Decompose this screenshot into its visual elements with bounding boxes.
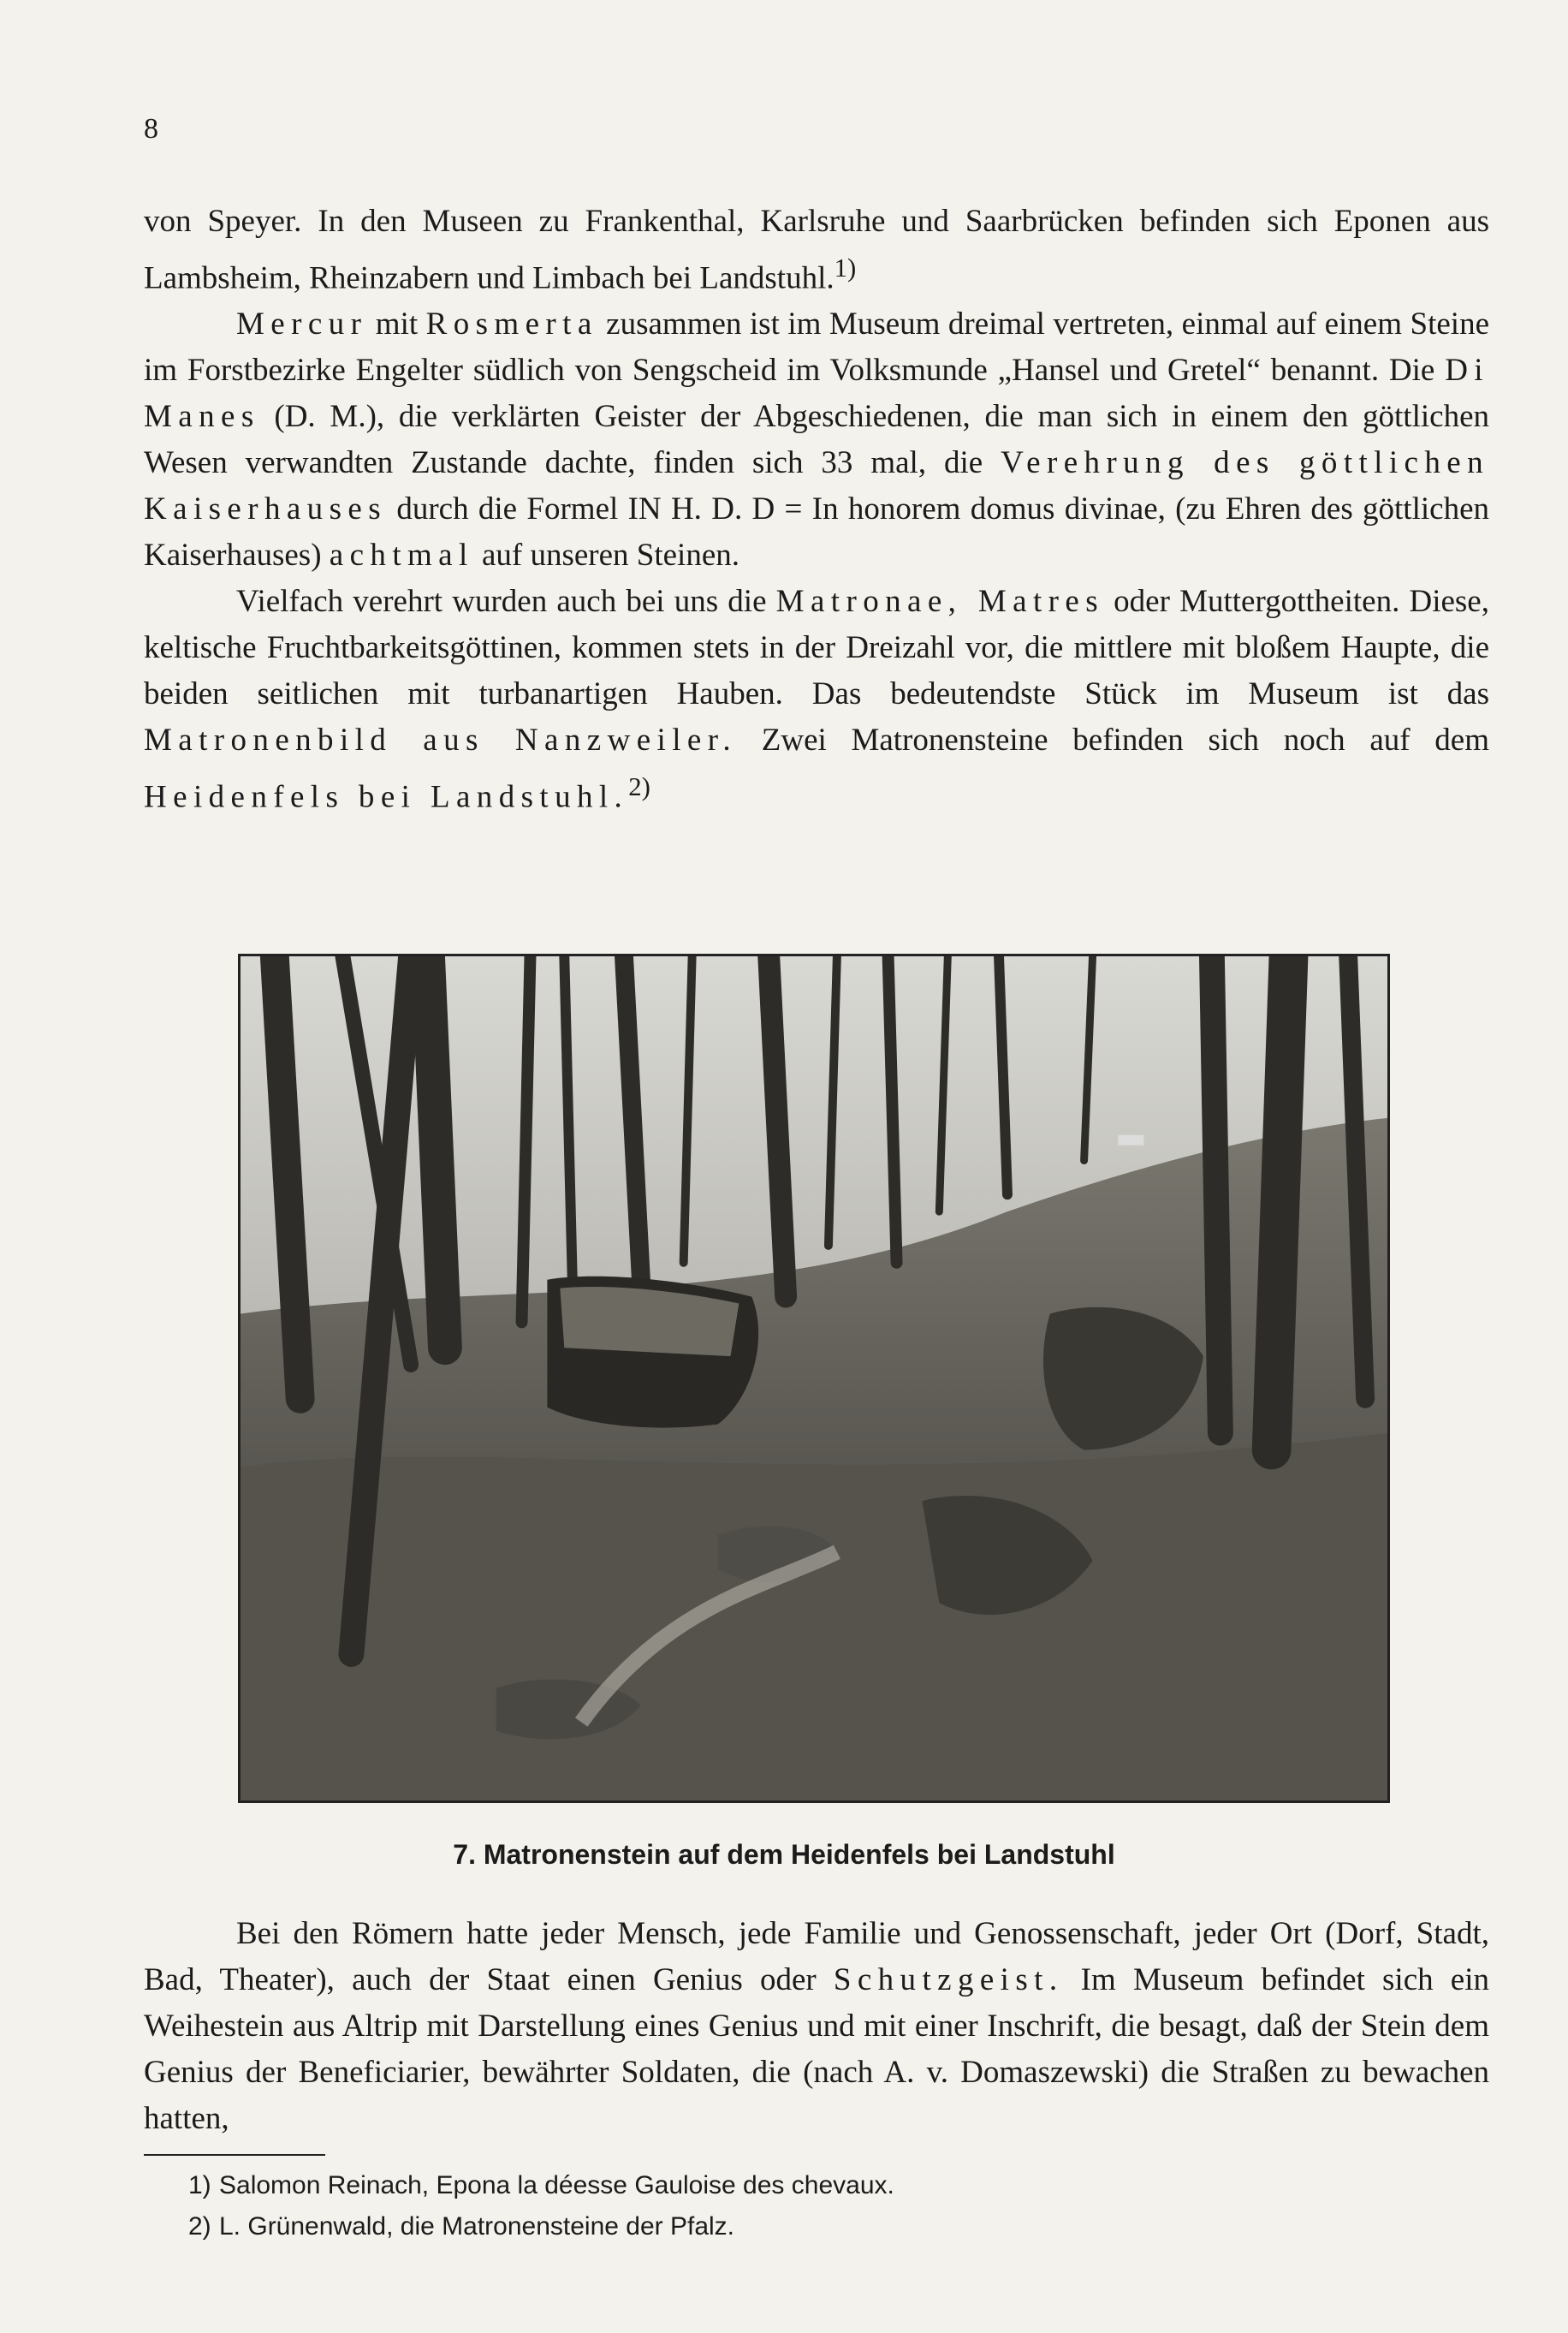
- forest-photograph: [238, 954, 1390, 1803]
- footnote-rule: [144, 2154, 325, 2156]
- footnote-2: [188, 2212, 735, 2241]
- body-text-top: [144, 199, 1489, 821]
- footnote-2-mark: 2): [188, 2212, 211, 2241]
- footnote-1: [188, 2171, 894, 2200]
- paragraph-1: von Speyer. In den Museen zu Frankenthal, Karlsruhe und Saarbrücken befinden sich Eponen aus Lambsheim, Rheinzabern und Limbach bei Landstuhl.$^{1)}$: [144, 204, 1489, 296]
- photo-illustration: [241, 956, 1387, 1800]
- footnote-1-text: Salomon Reinach, Epona la déesse Gauloise des chevaux.: [219, 2171, 894, 2199]
- page-number: 8: [144, 113, 158, 145]
- paragraph-4: Bei den Römern hatte jeder Mensch, jede Familie und Genossenschaft, jeder Ort (Dorf, Stadt, Bad, Theater), auch der Staat einen Genius oder Schutzgeist. Im Museum befindet sich ein Weihestein aus Altrip mit Darstellung eines Genius und mit einer Inschrift, die besagt, daß der Stein dem Genius der Beneficiarier, bewährter Soldaten, die (nach A. v. Domaszewski) die Straßen zu bewachen hatten,: [144, 1916, 1489, 2136]
- footnote-ref-2: 2): [628, 772, 650, 802]
- paragraph-3: Vielfach verehrt wurden auch bei uns die Matronae, Matres oder Muttergottheiten. Diese, keltische Fruchtbarkeitsgöttinen, kommen stets in der Dreizahl vor, die mittlere mit bloßem Haupte, die beiden seitlichen mit turbanartigen Hauben. Das bedeutendste Stück im Museum ist das Matronenbild aus Nanzweiler. Zwei Matronensteine befinden sich noch auf dem Heidenfels bei Landstuhl.$^{2)}$: [144, 584, 1489, 815]
- footnote-1-mark: 1): [188, 2171, 211, 2199]
- footnote-2-text: L. Grünenwald, die Matronensteine der Pfalz.: [219, 2212, 735, 2241]
- footnote-ref-1: 1): [834, 253, 857, 283]
- paragraph-2: Mercur mit Rosmerta zusammen ist im Museum dreimal vertreten, einmal auf einem Steine im Forstbezirke Engelter südlich von Sengscheid im Volksmunde „Hansel und Gretel“ benannt. Die Di Manes (D. M.), die verklärten Geister der Abgeschiedenen, die man sich in einem den göttlichen Wesen verwandten Zustande dachte, finden sich 33 mal, die Verehrung des göttlichen Kaiserhauses durch die Formel IN H. D. D = In honorem domus divinae, (zu Ehren des göttlichen Kaiserhauses) achtmal auf unseren Steinen.: [144, 307, 1489, 574]
- body-text-bottom: [144, 1911, 1489, 2142]
- figure-caption: 7. Matronenstein auf dem Heidenfels bei Landstuhl: [453, 1839, 1115, 1870]
